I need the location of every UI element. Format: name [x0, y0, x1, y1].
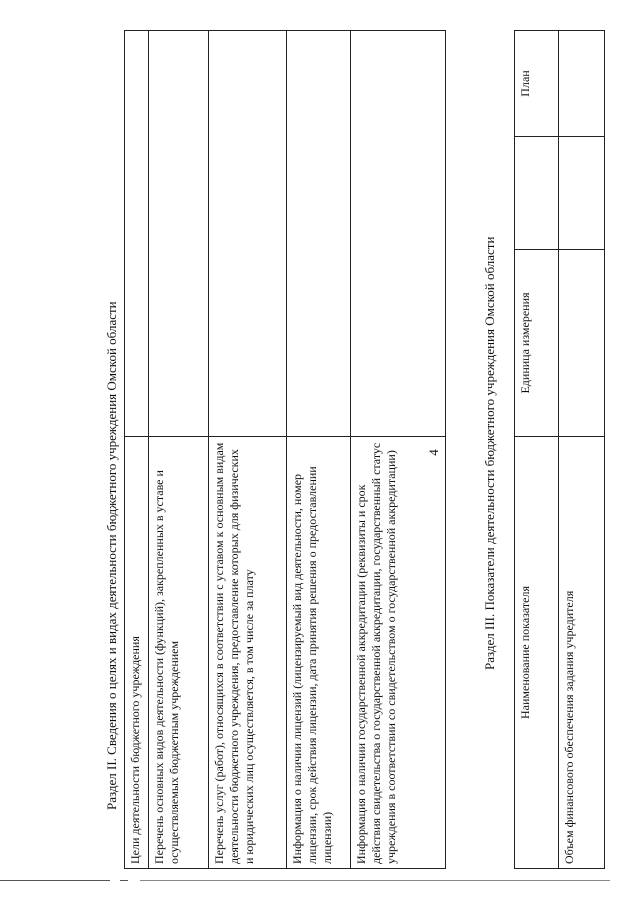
section3-title: Раздел III. Показатели деятельности бюджетного учреждения Омской области	[482, 236, 497, 670]
indicators-table	[514, 30, 605, 869]
header-indicator-name: Наименование показателя	[515, 437, 559, 869]
table-row	[287, 31, 351, 869]
table-row	[149, 31, 209, 869]
row-label: Цели деятельности бюджетного учреждения	[125, 437, 149, 869]
row-label: Информация о наличии лицензий (лицензируемый вид деятельности, номер лицензии, срок действия лицензии, дата принятия решения о предоставлении лицензии)	[287, 437, 351, 869]
edge-mark	[0, 880, 110, 881]
activities-table	[124, 30, 446, 869]
table-row	[351, 31, 446, 869]
edge-mark	[140, 880, 610, 881]
table-row	[125, 31, 149, 869]
header-blank	[515, 137, 559, 250]
table-row	[559, 31, 605, 869]
edge-mark	[120, 880, 128, 881]
table-header-row	[515, 31, 559, 869]
row-value	[351, 31, 446, 437]
indicator-unit	[559, 250, 605, 437]
header-unit: Единица измерения	[515, 250, 559, 437]
section2-title: Раздел II. Сведения о целях и видах деятельности бюджетного учреждения Омской области	[104, 301, 119, 810]
indicator-name: Объем финансового обеспечения задания учредителя	[559, 437, 605, 869]
row-value	[287, 31, 351, 437]
indicator-blank	[559, 137, 605, 250]
row-value	[209, 31, 287, 437]
row-label: Информация о наличии государственной аккредитации (реквизиты и срок действия свидетельства о государственной аккредитации, государственный статус учреждения в соответствии со свидетельством о государственной аккредитации)	[351, 437, 446, 869]
row-label: Перечень основных видов деятельности (функций), закрепленных в уставе и осуществляемых бюджетным учреждением	[149, 437, 209, 869]
row-value	[125, 31, 149, 437]
header-plan: План	[515, 31, 559, 137]
row-label: Перечень услуг (работ), относящихся в соответствии с уставом к основным видам деятельности бюджетного учреждения, предоставление которых для физических и юридических лиц осуществляется, в том числе за плату	[209, 437, 287, 869]
indicator-plan	[559, 31, 605, 137]
table-row	[209, 31, 287, 869]
row-value	[149, 31, 209, 437]
page-number: 4	[426, 449, 441, 456]
